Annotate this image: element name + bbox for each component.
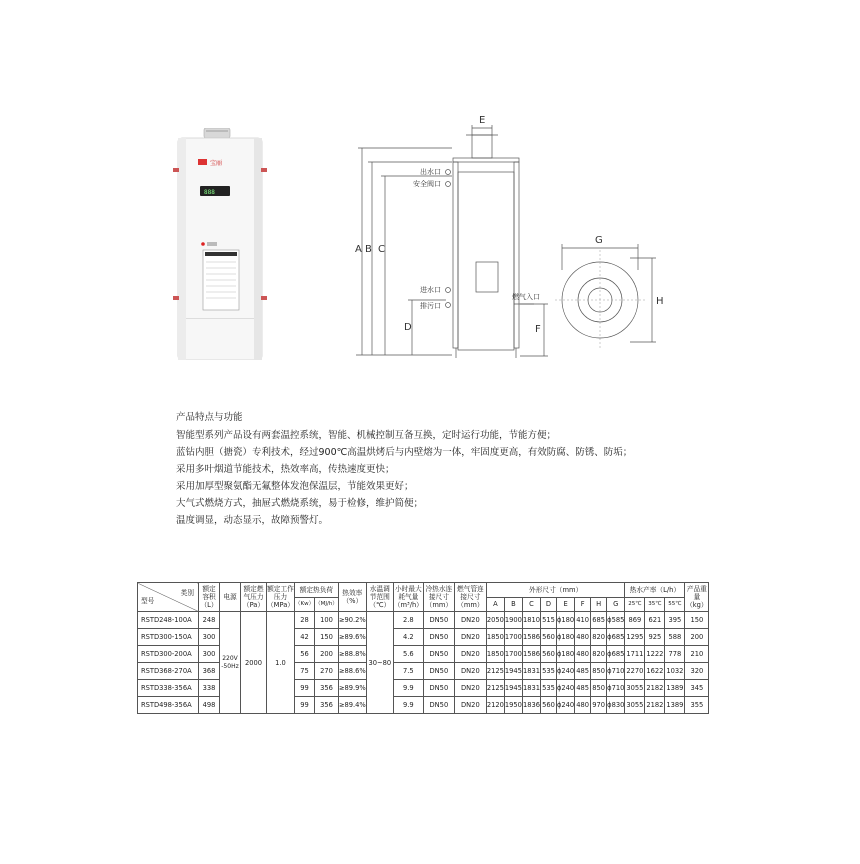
table-cell: 1900 <box>504 612 522 629</box>
table-cell: ϕ830 <box>607 697 625 714</box>
header-efficiency: 热效率 <box>342 589 363 597</box>
table-cell: ϕ710 <box>607 680 625 697</box>
header-dim-C: C <box>522 597 540 612</box>
table-cell: 1622 <box>645 663 665 680</box>
table-cell: ≥88.8% <box>338 646 366 663</box>
table-cell: 535 <box>540 680 556 697</box>
table-cell: DN50 <box>423 663 454 680</box>
table-cell: 1700 <box>504 646 522 663</box>
table-cell: 75 <box>294 663 314 680</box>
table-cell: 925 <box>645 629 665 646</box>
gas-pressure-cell: 2000 <box>241 612 267 714</box>
table-cell: 99 <box>294 697 314 714</box>
model-cell: RSTD498-356A <box>138 697 199 714</box>
gas-inlet-label: 燃气入口 <box>512 293 540 301</box>
dim-C-label: C <box>378 244 385 255</box>
table-cell: 355 <box>685 697 709 714</box>
table-cell: 685 <box>591 612 607 629</box>
table-cell: 1945 <box>504 663 522 680</box>
features-title: 产品特点与功能 <box>176 412 243 423</box>
header-dim-A: A <box>486 597 504 612</box>
table-cell: 2050 <box>486 612 504 629</box>
table-cell: 1950 <box>504 697 522 714</box>
table-cell: 820 <box>591 629 607 646</box>
table-cell: 2125 <box>486 663 504 680</box>
table-cell: ϕ685 <box>607 629 625 646</box>
table-cell: ϕ240 <box>556 680 574 697</box>
header-weight: 产品重量 <box>686 585 707 601</box>
table-cell: 1850 <box>486 646 504 663</box>
table-cell: 1831 <box>522 663 540 680</box>
table-cell: 3055 <box>625 680 645 697</box>
model-cell: RSTD300-150A <box>138 629 199 646</box>
table-cell: 1810 <box>522 612 540 629</box>
table-cell: 368 <box>199 663 220 680</box>
table-cell: 150 <box>685 612 709 629</box>
product-photo <box>170 128 270 360</box>
table-cell: 1586 <box>522 646 540 663</box>
table-cell: 2182 <box>645 680 665 697</box>
feature-line: 温度调显，动态显示，故障预警灯。 <box>176 515 329 526</box>
table-cell: 970 <box>591 697 607 714</box>
temp-range-cell: 30~80 <box>366 612 393 714</box>
table-cell: 820 <box>591 646 607 663</box>
table-cell: ϕ180 <box>556 646 574 663</box>
table-cell: 1700 <box>504 629 522 646</box>
svg-text:宝丽: 宝丽 <box>210 160 223 167</box>
model-cell: RSTD300-200A <box>138 646 199 663</box>
feature-line: 蓝钻内胆（搪瓷）专利技术，经过900℃高温烘烤后与内壁熔为一体，牢固度更高，有效防腐、防锈、防垢； <box>176 447 633 458</box>
table-cell: ≥90.2% <box>338 612 366 629</box>
work-pressure-cell: 1.0 <box>267 612 295 714</box>
table-cell: 480 <box>575 697 591 714</box>
table-cell: ϕ180 <box>556 629 574 646</box>
header-dims: 外形尺寸（mm） <box>486 583 624 598</box>
table-cell: 1222 <box>645 646 665 663</box>
table-row <box>138 612 709 629</box>
header-gas-pressure: 额定燃气压力 <box>243 585 264 601</box>
table-header-row: 类别 型号 额定容积 （L） 电源 额定燃气压力 （Pa） 额定工作压力 （MPa） 额定热负荷 热效率 （%） 水温调节范围 （℃） 小时最大耗气量 （m³/h） 冷热水连接尺寸 （mm） 燃气管连接尺寸 （mm） 外形尺寸（mm） 热水产率（L/h） 产品重量 （kg） <box>138 583 709 598</box>
table-cell: 9.9 <box>393 680 423 697</box>
dimension-drawing <box>340 110 680 372</box>
table-cell: 1389 <box>665 680 685 697</box>
table-cell: ϕ180 <box>556 612 574 629</box>
header-work-pressure: 额定工作压力 <box>267 585 294 601</box>
header-dim-F: F <box>575 597 591 612</box>
table-cell: ≥88.6% <box>338 663 366 680</box>
table-cell: ϕ710 <box>607 663 625 680</box>
table-cell: 869 <box>625 612 645 629</box>
table-cell: ϕ240 <box>556 697 574 714</box>
power-indicator-icon <box>201 242 205 246</box>
header-mj: （MJ/h） <box>315 597 339 612</box>
header-gas-conn: 燃气管连接尺寸 <box>457 585 484 601</box>
table-cell: 338 <box>199 680 220 697</box>
feature-line: 采用加厚型聚氨酯无氟整体发泡保温层，节能效果更好； <box>176 481 414 492</box>
table-cell: 320 <box>685 663 709 680</box>
table-cell: 150 <box>315 629 339 646</box>
header-capacity: 额定容积 <box>202 585 216 601</box>
table-cell: 200 <box>315 646 339 663</box>
table-cell: DN50 <box>423 680 454 697</box>
model-cell: RSTD248-100A <box>138 612 199 629</box>
header-dim-B: B <box>504 597 522 612</box>
header-dim-D: D <box>540 597 556 612</box>
svg-text:888: 888 <box>204 189 215 196</box>
dim-E-label: E <box>479 115 486 126</box>
table-cell: 99 <box>294 680 314 697</box>
table-cell: 9.9 <box>393 697 423 714</box>
table-cell: DN50 <box>423 629 454 646</box>
header-heat-load: 额定热负荷 <box>294 583 338 598</box>
table-cell: DN20 <box>454 612 486 629</box>
table-cell: 515 <box>540 612 556 629</box>
table-cell: 5.6 <box>393 646 423 663</box>
header-temp-range: 水温调节范围 <box>369 585 390 601</box>
table-cell: 28 <box>294 612 314 629</box>
table-cell: 498 <box>199 697 220 714</box>
header-t25: 25℃ <box>625 597 645 612</box>
table-cell: 200 <box>685 629 709 646</box>
power-cell: 220V -50Hz <box>220 612 241 714</box>
dim-B-label: B <box>365 244 372 255</box>
table-cell: 2270 <box>625 663 645 680</box>
table-cell: ϕ685 <box>607 646 625 663</box>
table-cell: 1711 <box>625 646 645 663</box>
table-cell: 356 <box>315 680 339 697</box>
header-kw: （Kw） <box>294 597 314 612</box>
table-cell: 480 <box>575 646 591 663</box>
header-water-conn: 冷热水连接尺寸 <box>425 585 453 601</box>
header-dim-H: H <box>591 597 607 612</box>
table-cell: 1389 <box>665 697 685 714</box>
table-cell: DN20 <box>454 629 486 646</box>
table-cell: 4.2 <box>393 629 423 646</box>
table-cell: 850 <box>591 680 607 697</box>
header-power: 电源 <box>220 583 241 612</box>
table-cell: 100 <box>315 612 339 629</box>
table-cell: DN20 <box>454 663 486 680</box>
table-cell: DN50 <box>423 612 454 629</box>
table-cell: DN50 <box>423 646 454 663</box>
table-cell: 42 <box>294 629 314 646</box>
table-cell: DN20 <box>454 680 486 697</box>
table-cell: 560 <box>540 629 556 646</box>
drain-label: 排污口 <box>420 302 441 310</box>
table-cell: 485 <box>575 680 591 697</box>
table-cell: DN50 <box>423 697 454 714</box>
feature-line: 大气式燃烧方式，抽屉式燃烧系统，易于检修，维护简便； <box>176 498 424 509</box>
table-cell: 300 <box>199 646 220 663</box>
table-cell: 3055 <box>625 697 645 714</box>
header-model: 型号 <box>141 597 155 605</box>
table-cell: 2.8 <box>393 612 423 629</box>
table-cell: 1945 <box>504 680 522 697</box>
dim-H-label: H <box>656 296 664 307</box>
outlet-label: 出水口 <box>420 168 441 176</box>
model-cell: RSTD368-270A <box>138 663 199 680</box>
model-cell: RSTD338-356A <box>138 680 199 697</box>
safety-valve-label: 安全阀口 <box>413 180 441 188</box>
features-section <box>176 409 646 529</box>
table-cell: 395 <box>665 612 685 629</box>
table-cell: 2182 <box>645 697 665 714</box>
table-cell: 1032 <box>665 663 685 680</box>
table-cell: 1836 <box>522 697 540 714</box>
table-cell: 210 <box>685 646 709 663</box>
table-cell: 345 <box>685 680 709 697</box>
feature-line: 采用多叶烟道节能技术，热效率高，传热速度更快； <box>176 464 395 475</box>
table-cell: 621 <box>645 612 665 629</box>
table-cell: 410 <box>575 612 591 629</box>
table-cell: 56 <box>294 646 314 663</box>
table-cell: 7.5 <box>393 663 423 680</box>
feature-line: 智能型系列产品设有两套温控系统，智能、机械控制互备互换，定时运行功能，节能方便； <box>176 430 557 441</box>
table-cell: ≥89.6% <box>338 629 366 646</box>
header-category: 类别 <box>180 589 194 597</box>
dim-F-label: F <box>535 324 541 335</box>
table-cell: 270 <box>315 663 339 680</box>
table-cell: 1831 <box>522 680 540 697</box>
table-cell: 2125 <box>486 680 504 697</box>
table-cell: 560 <box>540 697 556 714</box>
table-cell: DN20 <box>454 646 486 663</box>
table-cell: 535 <box>540 663 556 680</box>
header-t35: 35℃ <box>645 597 665 612</box>
table-cell: 560 <box>540 646 556 663</box>
dim-A-label: A <box>355 244 362 255</box>
header-dim-E: E <box>556 597 574 612</box>
table-cell: 248 <box>199 612 220 629</box>
table-cell: 778 <box>665 646 685 663</box>
table-cell: 588 <box>665 629 685 646</box>
inlet-label: 进水口 <box>420 286 441 294</box>
table-cell: 2120 <box>486 697 504 714</box>
table-cell: ϕ585 <box>607 612 625 629</box>
dim-D-label: D <box>404 322 412 333</box>
table-cell: ≥89.9% <box>338 680 366 697</box>
header-t55: 55℃ <box>665 597 685 612</box>
table-cell: ≥89.4% <box>338 697 366 714</box>
header-gas-consumption: 小时最大耗气量 <box>394 585 422 601</box>
table-cell: 1850 <box>486 629 504 646</box>
table-cell: 485 <box>575 663 591 680</box>
table-cell: 1295 <box>625 629 645 646</box>
table-cell: 300 <box>199 629 220 646</box>
dim-G-label: G <box>595 235 603 246</box>
header-hot-water: 热水产率（L/h） <box>625 583 685 598</box>
table-cell: ϕ240 <box>556 663 574 680</box>
table-cell: 356 <box>315 697 339 714</box>
spec-table <box>137 582 709 714</box>
table-cell: 1586 <box>522 629 540 646</box>
table-cell: DN20 <box>454 697 486 714</box>
header-dim-G: G <box>607 597 625 612</box>
table-cell: 850 <box>591 663 607 680</box>
table-cell: 480 <box>575 629 591 646</box>
